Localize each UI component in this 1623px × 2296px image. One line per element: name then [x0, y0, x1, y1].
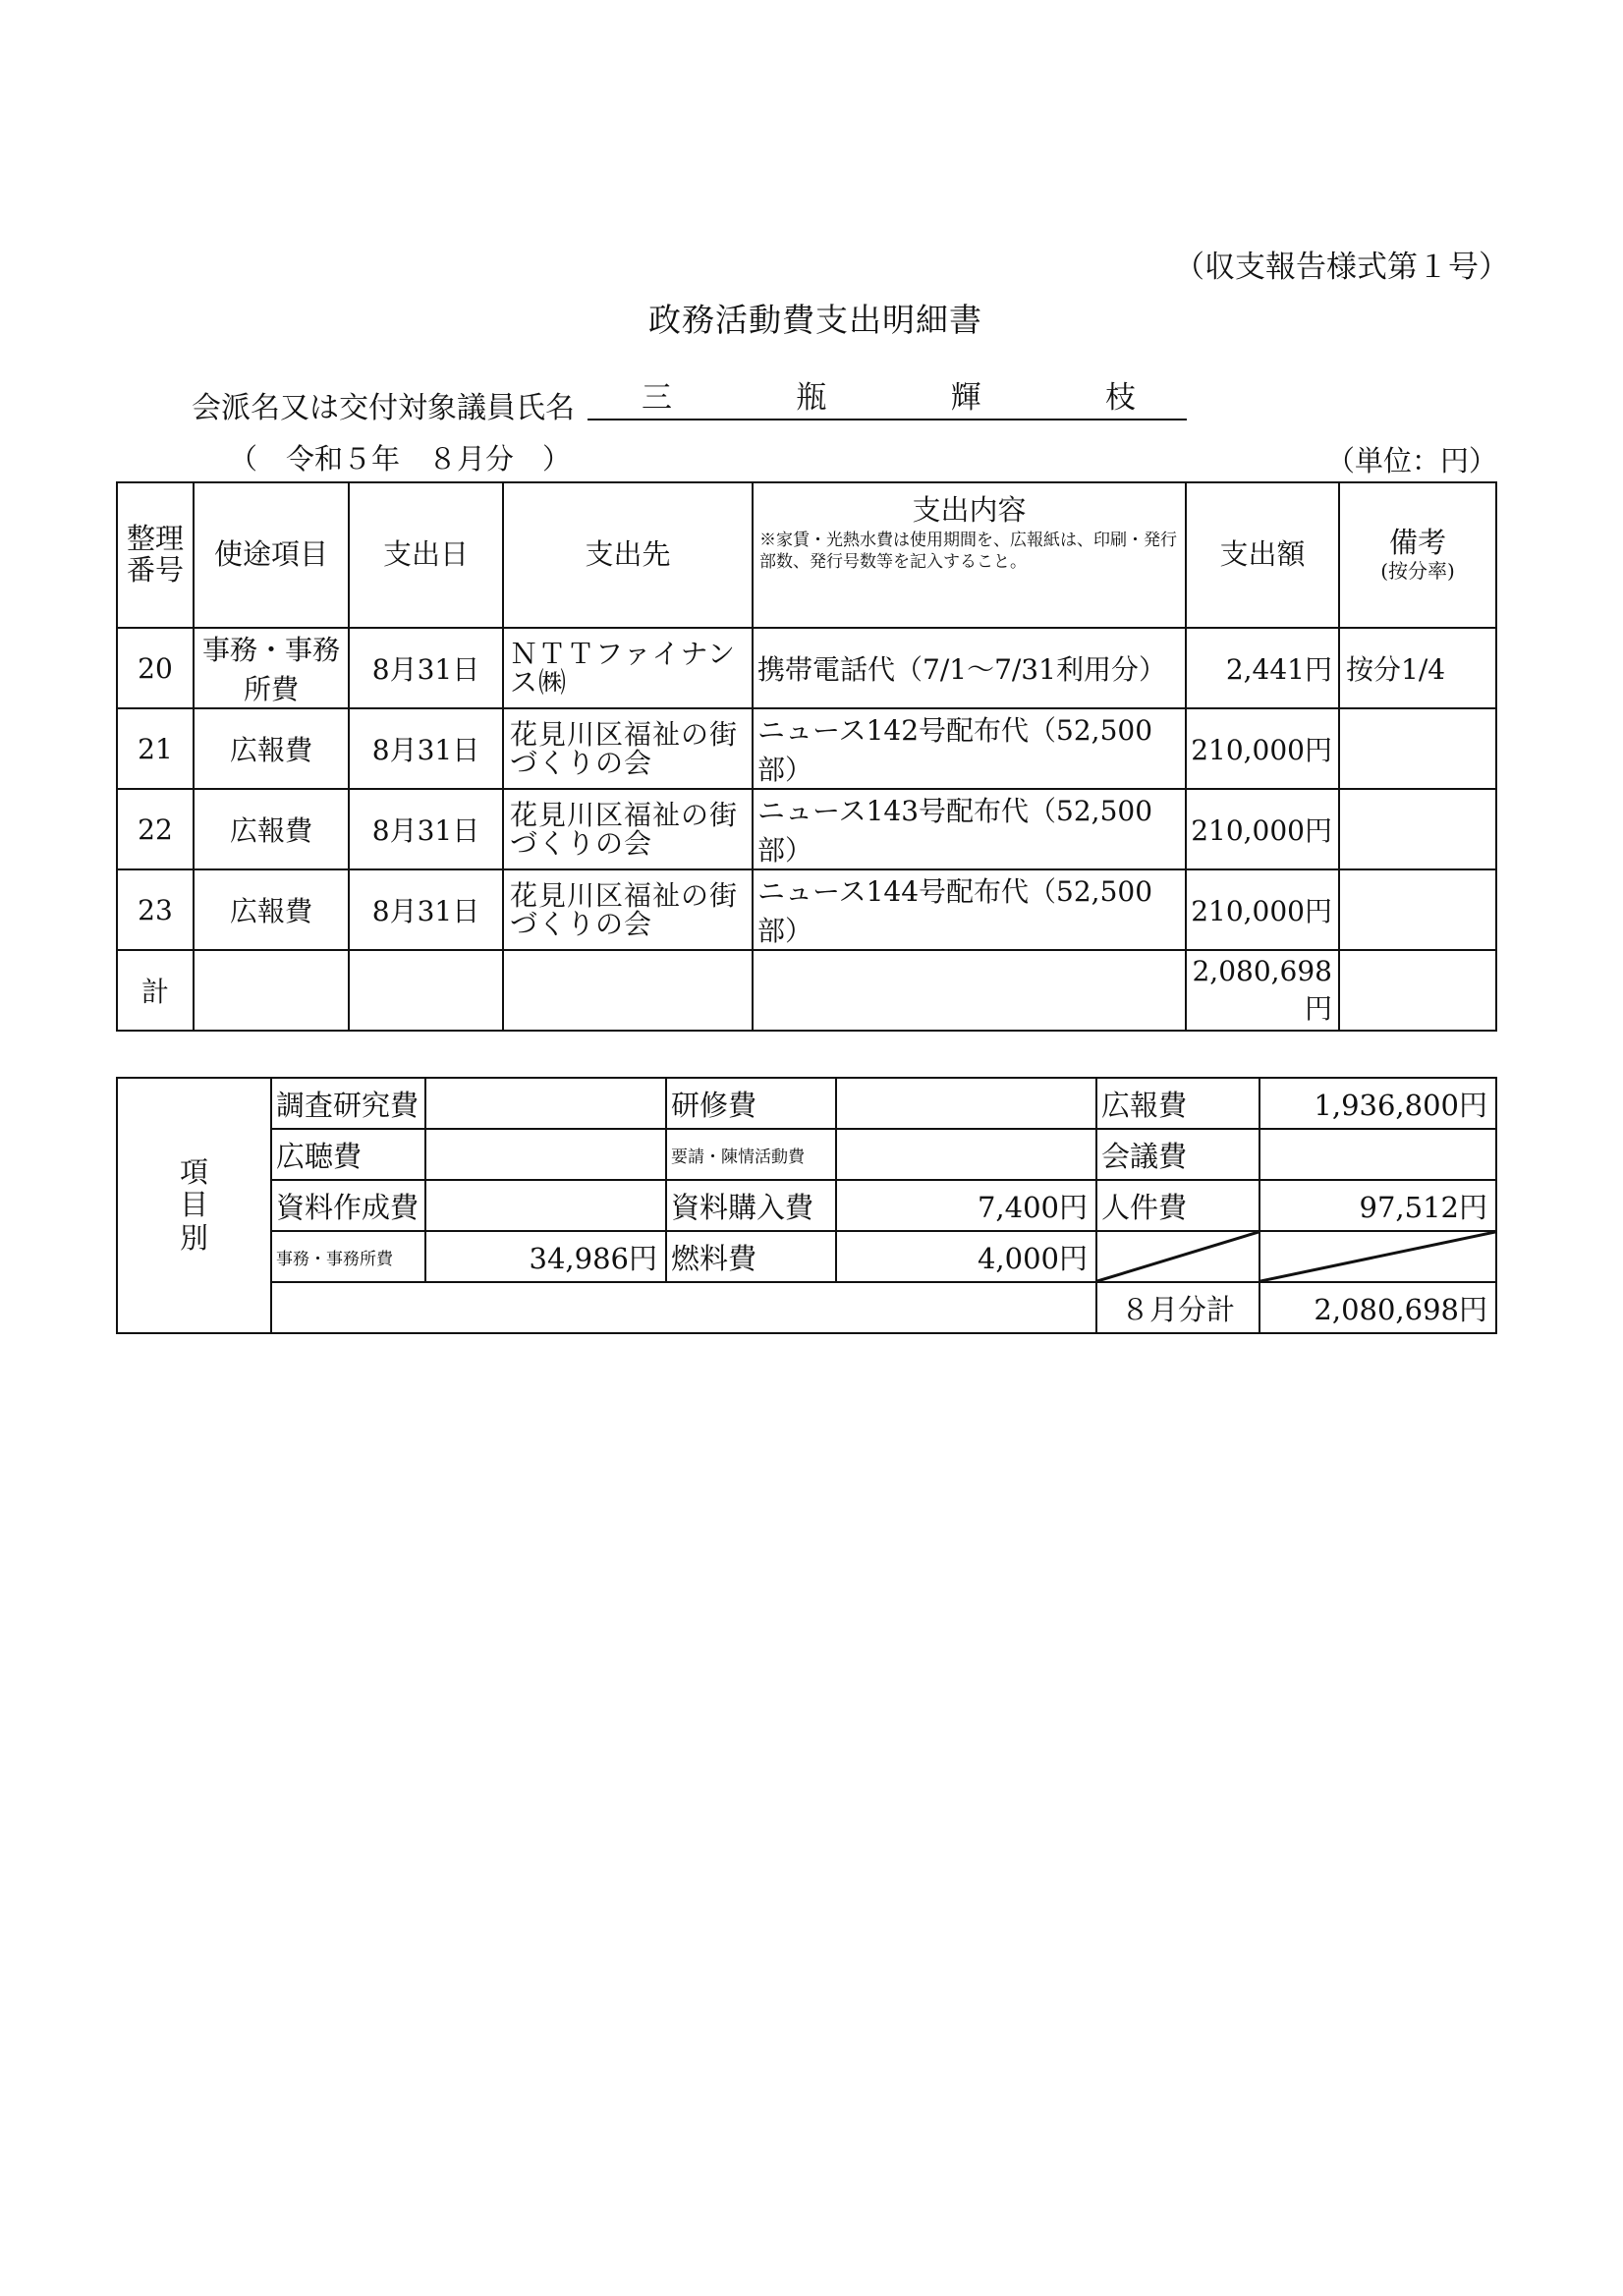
category-petition-value	[836, 1129, 1096, 1180]
row-remarks: 按分1/4	[1339, 628, 1496, 708]
row-content: ニュース144号配布代（52,500部）	[753, 869, 1186, 950]
total-blank	[753, 950, 1186, 1031]
row-payee: 花見川区福祉の街づくりの会	[503, 869, 753, 950]
category-pr-value: 1,936,800円	[1259, 1078, 1496, 1129]
row-remarks	[1339, 869, 1496, 950]
header-number: 整理 番号	[117, 482, 194, 628]
category-fuel-label: 燃料費	[666, 1231, 836, 1282]
category-research-label: 調査研究費	[271, 1078, 425, 1129]
total-blank	[349, 950, 503, 1031]
document-title: 政務活動費支出明細書	[648, 301, 982, 339]
header-content	[753, 482, 1186, 628]
category-personnel-value: 97,512円	[1259, 1180, 1496, 1231]
category-pr-label: 広報費	[1096, 1078, 1259, 1129]
diagonal-blank-cell	[1096, 1231, 1259, 1282]
member-name	[588, 377, 1187, 420]
row-remarks	[1339, 708, 1496, 789]
row-remarks	[1339, 789, 1496, 869]
row-amount: 210,000円	[1186, 789, 1339, 869]
category-meeting-label: 会議費	[1096, 1129, 1259, 1180]
row-payee: 花見川区福祉の街づくりの会	[503, 789, 753, 869]
table-header-row	[117, 482, 1496, 628]
row-date: 8月31日	[349, 869, 503, 950]
row-number: 20	[117, 628, 194, 708]
header-remarks-label: 備考	[1388, 526, 1446, 560]
header-purpose: 使途項目	[194, 482, 349, 628]
category-hearing-label: 広聴費	[271, 1129, 425, 1180]
header-content-label: 支出内容	[912, 493, 1027, 527]
category-summary-table	[116, 1077, 1497, 1334]
total-label: 計	[117, 950, 194, 1031]
table-row	[117, 628, 1496, 708]
category-side-label: 項 目 別	[117, 1078, 271, 1333]
category-training-label: 研修費	[666, 1078, 836, 1129]
category-materials-creation-value	[425, 1180, 666, 1231]
table-row	[117, 708, 1496, 789]
category-research-value	[425, 1078, 666, 1129]
header-content-note: ※家賃・光熱水費は使用期間を、広報紙は、印刷・発行部数、発行号数等を記入すること。	[759, 530, 1177, 572]
member-name-char: 枝	[1104, 380, 1136, 416]
row-amount: 210,000円	[1186, 708, 1339, 789]
category-petition-label: 要請・陳情活動費	[666, 1129, 836, 1180]
summary-blank-row	[271, 1282, 1096, 1333]
table-row	[117, 869, 1496, 950]
total-blank	[1339, 950, 1496, 1031]
row-date: 8月31日	[349, 789, 503, 869]
total-blank	[194, 950, 349, 1031]
member-name-char: 瓶	[796, 380, 827, 416]
report-period: （ 令和５年 ８月分 ）	[229, 442, 572, 476]
row-content: 携帯電話代（7/1～7/31利用分）	[753, 628, 1186, 708]
member-name-char: 輝	[950, 380, 981, 416]
row-date: 8月31日	[349, 708, 503, 789]
category-office-value: 34,986円	[425, 1231, 666, 1282]
row-payee: 花見川区福祉の街づくりの会	[503, 708, 753, 789]
total-amount: 2,080,698円	[1186, 950, 1339, 1031]
category-meeting-value	[1259, 1129, 1496, 1180]
category-materials-purchase-value: 7,400円	[836, 1180, 1096, 1231]
row-payee: ＮＴＴファイナンス㈱	[503, 628, 753, 708]
header-payee: 支出先	[503, 482, 753, 628]
row-purpose: 広報費	[194, 789, 349, 869]
category-fuel-value: 4,000円	[836, 1231, 1096, 1282]
row-number: 22	[117, 789, 194, 869]
category-office-label: 事務・事務所費	[271, 1231, 425, 1282]
header-date: 支出日	[349, 482, 503, 628]
header-remarks	[1339, 482, 1496, 628]
row-number: 23	[117, 869, 194, 950]
row-purpose: 事務・事務所費	[194, 628, 349, 708]
row-number: 21	[117, 708, 194, 789]
category-hearing-value	[425, 1129, 666, 1180]
category-training-value	[836, 1078, 1096, 1129]
row-purpose: 広報費	[194, 708, 349, 789]
diagonal-blank-cell	[1259, 1231, 1496, 1282]
form-number: （収支報告様式第１号）	[1174, 250, 1509, 285]
total-blank	[503, 950, 753, 1031]
table-total-row	[117, 950, 1496, 1031]
table-row	[117, 789, 1496, 869]
category-materials-creation-label: 資料作成費	[271, 1180, 425, 1231]
category-materials-purchase-label: 資料購入費	[666, 1180, 836, 1231]
row-date: 8月31日	[349, 628, 503, 708]
member-name-char: 三	[642, 380, 672, 416]
expense-table	[116, 481, 1497, 1032]
diagonal-line	[1260, 1232, 1495, 1281]
unit-label: （単位：円）	[1326, 444, 1498, 477]
row-content: ニュース142号配布代（52,500部）	[753, 708, 1186, 789]
row-amount: 210,000円	[1186, 869, 1339, 950]
row-purpose: 広報費	[194, 869, 349, 950]
header-remarks-sub: (按分率)	[1380, 558, 1455, 583]
diagonal-line	[1097, 1232, 1259, 1281]
month-total-label: ８月分計	[1096, 1282, 1259, 1333]
row-content: ニュース143号配布代（52,500部）	[753, 789, 1186, 869]
member-label: 会派名又は交付対象議員氏名	[192, 391, 575, 425]
header-amount: 支出額	[1186, 482, 1339, 628]
row-amount: 2,441円	[1186, 628, 1339, 708]
month-total-value: 2,080,698円	[1259, 1282, 1496, 1333]
category-personnel-label: 人件費	[1096, 1180, 1259, 1231]
